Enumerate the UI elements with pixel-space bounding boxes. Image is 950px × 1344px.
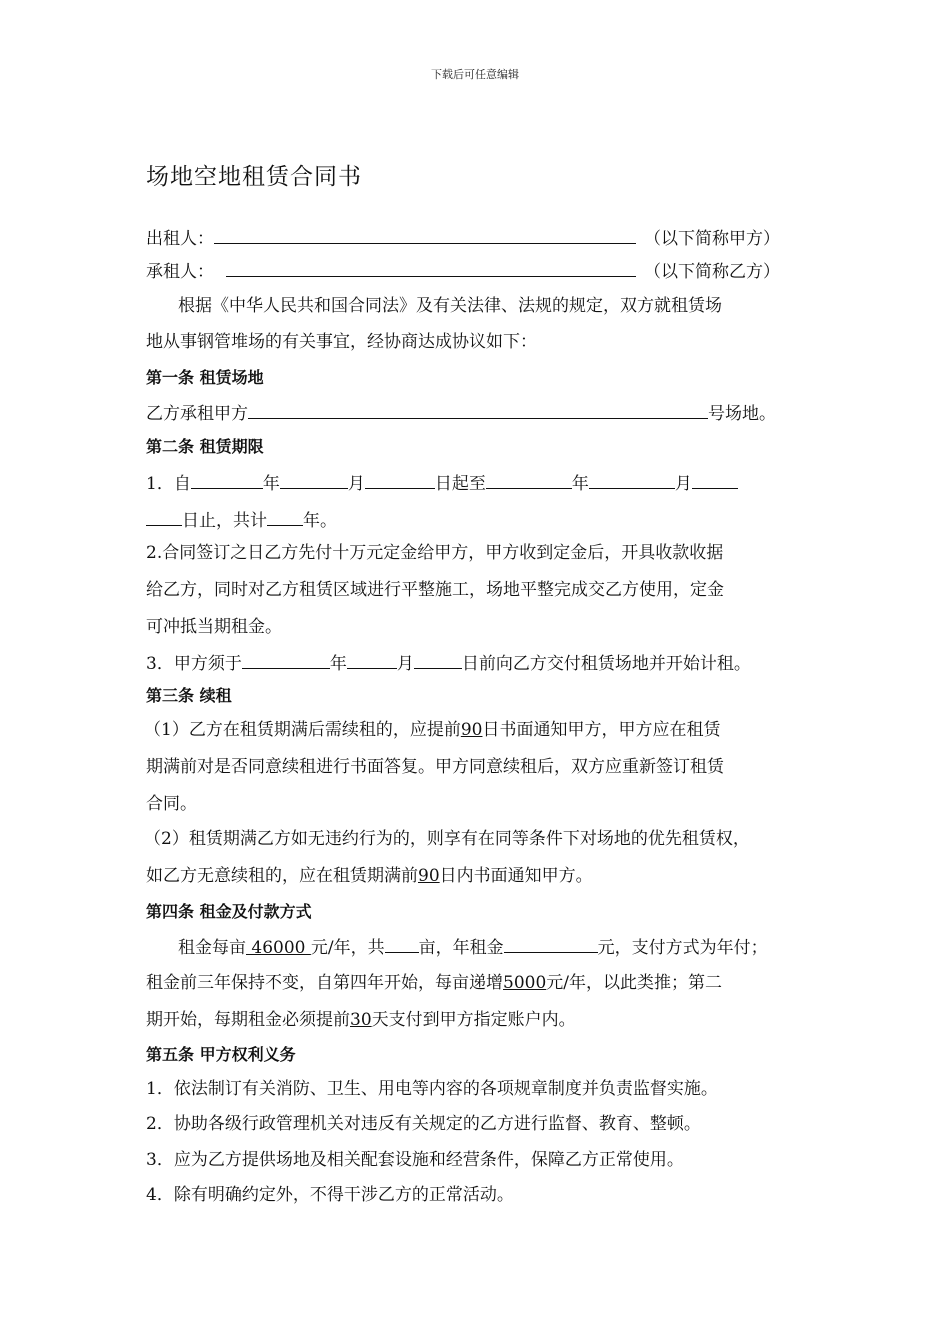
article-4-line-2 [146,971,722,995]
art3-i1b: 日书面通知甲方，甲方应在租赁 [482,720,721,740]
document-title: 场地空地租赁合同书 [146,164,362,190]
blank [365,470,435,489]
article-2-line-2 [146,507,337,533]
art4-a2: 元/年，共 [310,938,385,958]
art2-i3-p1: 3．甲方须于 [146,654,242,674]
lessee-label: 承租人： [146,262,214,282]
art4-c2: 天支付到甲方指定账户内。 [371,1010,576,1030]
art2-l1-p6: 月 [674,474,692,494]
blank [486,470,572,489]
blank [191,470,263,489]
intro-line-2: 地从事钢管堆场的有关事宜，经协商达成协议如下： [146,332,537,352]
art2-l1-p1: 1．自 [146,474,191,494]
lessee-blank [226,258,636,277]
art2-i3-p4: 日前向乙方交付租赁场地并开始计租。 [461,654,751,674]
art2-l1-p4: 日起至 [434,474,486,494]
art1-text-b: 号场地。 [708,404,776,424]
blank [347,650,397,669]
art2-l1-p5: 年 [571,474,589,494]
art4-a3: 亩，年租金 [418,938,504,958]
art4-a4: 元，支付方式为年付； [597,938,768,958]
lessor-blank [214,225,636,244]
lessee-suffix: （以下简称乙方） [644,262,780,282]
rent-per-mu: 46000 [246,938,311,958]
lessor-label: 出租人： [146,229,214,249]
art3-i2b: 如乙方无意续租的，应在租赁期满前 [146,866,418,886]
art2-l2-p1: 日止，共计 [182,511,267,531]
art2-l1-p3: 月 [347,474,365,494]
art2-l1-p2: 年 [262,474,280,494]
intro-line-1: 根据《中华人民共和国合同法》及有关法律、法规的规定，双方就租赁场 [178,296,722,316]
article-3-item-1-line-2: 期满前对是否同意续租进行书面答复。甲方同意续租后，双方应重新签订租赁 [146,757,724,777]
blank [267,507,303,526]
notice-days-2: 90 [418,866,440,886]
art2-i3-p2: 年 [329,654,347,674]
article-2-item-2-line-2: 给乙方，同时对乙方租赁区域进行平整施工，场地平整完成交乙方使用，定金 [146,580,724,600]
article-3-heading: 第三条 续租 [146,686,232,705]
article-3-item-2-line-1: （2）租赁期满乙方如无违约行为的，则享有在同等条件下对场地的优先租赁权， [144,829,750,849]
article-4-line-1 [178,934,768,960]
lessor-suffix: （以下简称甲方） [644,229,780,249]
art1-blank [248,400,708,419]
advance-days: 30 [350,1010,372,1030]
article-1-heading: 第一条 租赁场地 [146,368,264,387]
blank [589,470,675,489]
art1-text-a: 乙方承租甲方 [146,404,248,424]
article-5-heading: 第五条 甲方权利义务 [146,1045,296,1064]
article-3-item-2-line-2 [146,864,593,888]
blank [146,507,182,526]
notice-days: 90 [460,720,483,740]
annual-increase: 5000 [503,973,547,993]
article-2-heading: 第二条 租赁期限 [146,437,264,456]
art4-b1: 租金前三年保持不变，自第四年开始，每亩递增 [146,973,503,993]
article-5-item-1: 1．依法制订有关消防、卫生、用电等内容的各项规章制度并负责监督实施。 [146,1079,718,1099]
art2-i3-p3: 月 [396,654,414,674]
art3-i2c: 日内书面通知甲方。 [439,866,593,886]
lessee-line [146,258,780,284]
article-5-item-2: 2．协助各级行政管理机关对违反有关规定的乙方进行监督、教育、整顿。 [146,1114,701,1134]
art4-b2: 元/年，以此类推；第二 [546,973,722,993]
blank [385,934,419,953]
article-2-item-2-line-3: 可冲抵当期租金。 [146,617,282,637]
article-5-item-3: 3．应为乙方提供场地及相关配套设施和经营条件，保障乙方正常使用。 [146,1150,684,1170]
lessor-line [146,225,780,251]
blank [242,650,330,669]
art2-l2-p2: 年。 [303,511,337,531]
art3-i1a: （1）乙方在租赁期满后需续租的，应提前 [144,720,461,740]
article-2-item-3 [146,650,751,676]
art4-a1: 租金每亩 [178,938,246,958]
blank [504,934,598,953]
article-4-line-3 [146,1008,576,1032]
article-4-heading: 第四条 租金及付款方式 [146,902,312,921]
blank [414,650,462,669]
article-2-item-2-line-1: 2.合同签订之日乙方先付十万元定金给甲方，甲方收到定金后，开具收款收据 [146,543,724,563]
article-3-item-1-line-3: 合同。 [146,794,197,814]
article-1-line [146,400,776,426]
page-header: 下载后可任意编辑 [431,68,519,81]
article-2-line-1 [146,470,738,496]
blank [280,470,348,489]
article-5-item-4: 4．除有明确约定外，不得干涉乙方的正常活动。 [146,1185,514,1205]
article-3-item-1-line-1 [144,718,720,742]
art4-c1: 期开始，每期租金必须提前 [146,1010,350,1030]
blank [692,470,738,489]
